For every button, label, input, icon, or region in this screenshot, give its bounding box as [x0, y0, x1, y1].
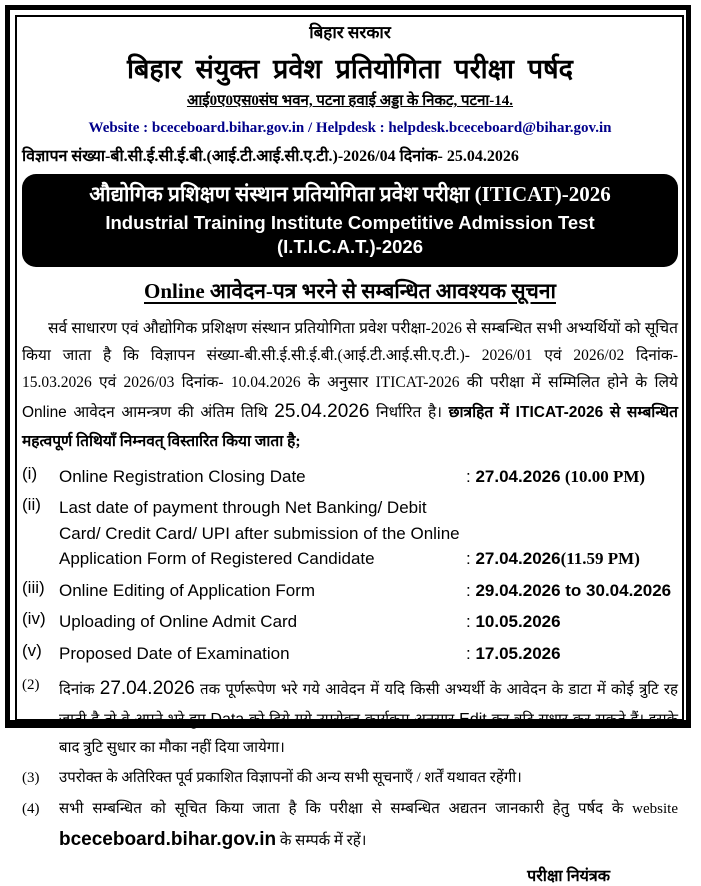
intro-online-word: Online — [22, 404, 67, 422]
note-previous-conditions — [22, 765, 678, 792]
colon: : — [466, 549, 471, 569]
intro-bold-text: से सम्बन्धित महत्वपूर्ण तिथियाँ निम्नवत् विस्तारित किया जाता है; — [22, 404, 678, 451]
advertisement-number-line: विज्ञापन संख्या-बी.सी.ई.सी.ई.बी.(आई.टी.आई.सी.ए.टी.)-2026/04 दिनांक- 25.04.2026 — [22, 148, 519, 165]
intro-bold-text: छात्रहित में — [448, 404, 516, 422]
row-value — [466, 609, 678, 635]
row-value — [466, 546, 678, 572]
row-value — [466, 464, 678, 490]
row-time: (11.59 PM) — [560, 549, 640, 569]
schedule-row-payment-last-date — [22, 495, 678, 572]
schedule-row-registration-closing — [22, 464, 678, 490]
row-time: (10.00 PM) — [560, 466, 646, 486]
notes-section — [22, 672, 678, 856]
note-edit-correction — [22, 672, 678, 761]
row-label: Last date of payment through Net Banking/ Debit Card/ Credit Card/ UPI after submission of the Online Application Form of Registered Candidate — [59, 498, 460, 569]
intro-paragraph — [22, 316, 678, 455]
row-date: 27.04.2026 — [475, 466, 561, 486]
colon: : — [466, 643, 471, 663]
row-date: 29.04.2026 to 30.04.2026 — [475, 580, 672, 600]
note-number: (4) — [22, 800, 40, 817]
note-date: 27.04.2026 — [99, 678, 195, 700]
intro-text: सर्व साधारण एवं औद्योगिक प्रशिक्षण संस्थान प्रतियोगिता प्रवेश परीक्षा-2026 से सम्बन्धित सभी अभ्यर्थियों को सूचित किया जाता है कि विज्ञापन संख्या-बी.सी.ई.सी.ई.बी.(आई.टी.आई.सी.ए.टी.)- 2026/01 एवं 2026/02 दिनांक- 15.03.2026 एवं 2026/03 दिनांक- 10.04.2026 के अनुसार ITICAT-2026 की परीक्षा में सम्मिलित होने के लिये — [22, 320, 678, 391]
row-label: Online Registration Closing Date — [59, 466, 306, 486]
schedule-row-admit-card — [22, 609, 678, 635]
intro-iticat-bold: ITICAT-2026 — [515, 404, 604, 422]
exam-title-english: Industrial Training Institute Competitive Admission Test (I.T.I.C.A.T.)-2026 — [105, 211, 595, 258]
row-number: (ii) — [22, 495, 41, 515]
note-number: (2) — [22, 677, 40, 694]
row-value — [466, 578, 678, 604]
row-label: Online Editing of Application Form — [59, 580, 316, 600]
note-text-run: के सम्पर्क में रहें। — [276, 832, 367, 849]
board-address: आई0ए0एस0संघ भवन, पटना हवाई अड्डा के निकट, पटना-14. — [186, 93, 514, 109]
row-label: Proposed Date of Examination — [59, 643, 290, 663]
colon: : — [466, 612, 471, 632]
row-date: 17.05.2026 — [475, 643, 561, 663]
row-number: (iv) — [22, 609, 46, 629]
row-date: 10.05.2026 — [475, 612, 561, 632]
intro-last-date: 25.04.2026 — [274, 401, 370, 423]
note-text-run: को दिये गये उपरोक्त कार्यक्रम अनुसार — [244, 712, 460, 729]
row-date: 27.04.2026 — [475, 549, 561, 569]
intro-text: आवेदन आमन्त्रण की अंतिम तिथि — [66, 404, 275, 422]
notice-body — [21, 17, 679, 886]
note-text — [59, 796, 678, 857]
government-name: बिहार सरकार — [309, 23, 391, 42]
board-name-heading: बिहार संयुक्त प्रवेश प्रतियोगिता परीक्षा पर्षद — [126, 54, 574, 84]
note-text-run: कर त्रुटि सुधार कर सकते हैं। इसके बाद त्रुटि सुधार का मौका नहीं दिया जायेगा। — [59, 712, 678, 756]
note-number: (3) — [22, 770, 40, 787]
colon: : — [466, 466, 471, 486]
note-text-run: तक पूर्णरूपेण भरे गये आवेदन में यदि किसी अभ्यर्थी के आवेदन के डाटा में कोई त्रुटि रह जाती है तो वे अपने भरे हुए — [59, 682, 678, 729]
row-label: Uploading of Online Admit Card — [59, 612, 298, 632]
note-text-run: सभी सम्बन्धित को सूचित किया जाता है कि परीक्षा से सम्बन्धित अद्यतन जानकारी हेतु पर्षद के website — [59, 800, 678, 817]
note-edit-word: Edit — [459, 711, 487, 729]
intro-text: निर्धारित है। — [369, 404, 449, 422]
row-number: (iii) — [22, 577, 45, 597]
exam-title-hindi: औद्योगिक प्रशिक्षण संस्थान प्रतियोगिता प्रवेश परीक्षा (ITICAT)-2026 — [89, 182, 611, 206]
note-data-word: Data — [210, 711, 245, 729]
schedule-row-online-editing — [22, 578, 678, 604]
important-dates-list — [22, 464, 678, 667]
note-text — [59, 672, 678, 761]
row-value — [466, 641, 678, 667]
schedule-row-exam-date — [22, 641, 678, 667]
note-website-contact — [22, 796, 678, 857]
row-number: (v) — [22, 640, 42, 660]
website-helpdesk-line: Website : bceceboard.bihar.gov.in / Helpdesk : helpdesk.bceceboard@bihar.gov.in — [88, 120, 612, 136]
controller-of-examination-signoff: परीक्षा नियंत्रक — [527, 868, 610, 886]
exam-title-banner — [22, 174, 678, 267]
note-text-run: दिनांक — [59, 682, 100, 699]
note-text — [59, 765, 678, 792]
note-text-run: उपरोक्त के अतिरिक्त पूर्व प्रकाशित विज्ञापनों की अन्य सभी सूचनाएँ / शर्तें यथावत रहेंगी। — [59, 770, 522, 787]
colon: : — [466, 580, 471, 600]
notice-subject-heading: Online आवेदन-पत्र भरने से सम्बन्धित आवश्यक सूचना — [144, 279, 556, 304]
row-number: (i) — [22, 463, 38, 483]
board-website-url: bceceboard.bihar.gov.in — [59, 828, 277, 850]
